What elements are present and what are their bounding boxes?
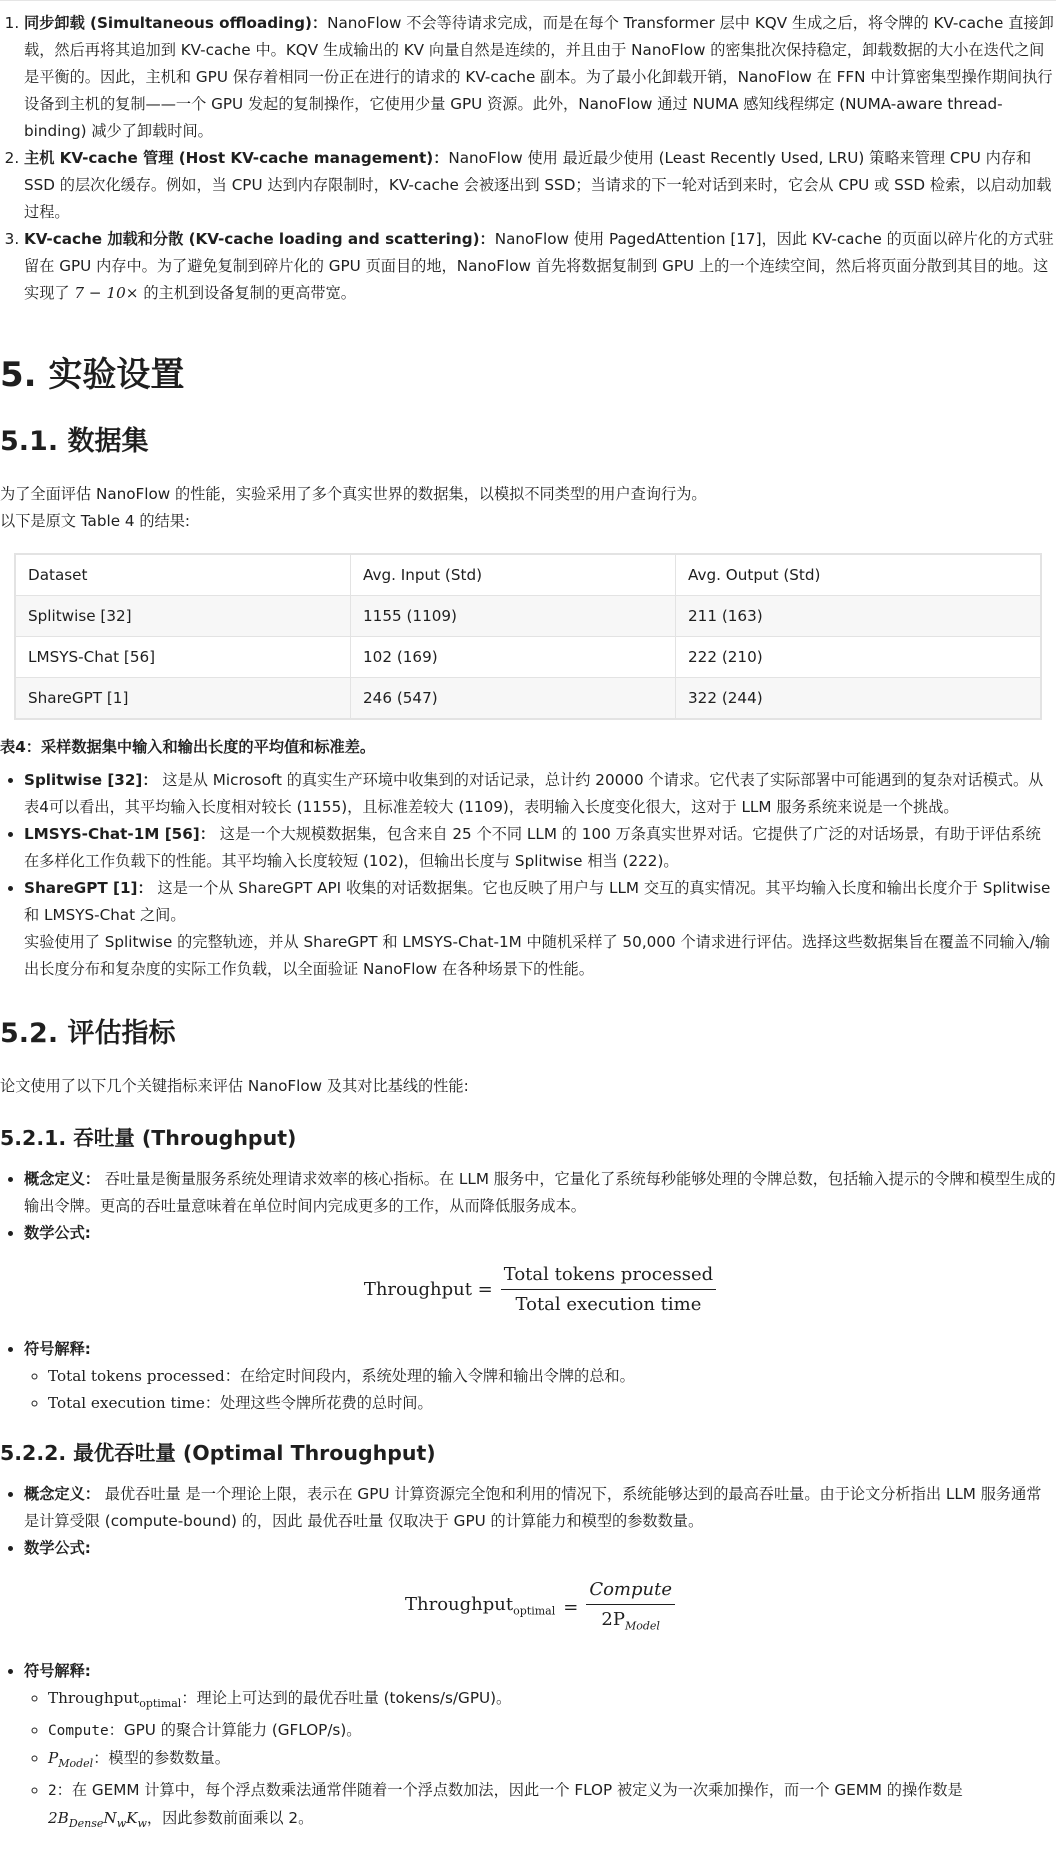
list-item (24, 767, 1056, 821)
symbol-text: P (48, 1748, 59, 1767)
table-row (16, 678, 1041, 719)
symbol: Total execution time (48, 1394, 205, 1412)
formula-lhs: Throughput = (363, 1279, 493, 1300)
item-title: LMSYS-Chat-1M [56]： (24, 825, 215, 843)
symbol-desc: ：在给定时间段内，系统处理的输入令牌和输出令牌的总和。 (224, 1367, 635, 1385)
formula-denominator (598, 1605, 663, 1640)
symbol-desc: ：在 GEMM 计算中，每个浮点数乘法通常伴随着一个浮点数加法，因此一个 FLOP 被定义为一次乘加操作，而一个 GEMM 的操作数是 (56, 1780, 963, 1799)
symbol: 2 (48, 1782, 57, 1799)
list-item (24, 875, 1056, 983)
item-title: KV-cache 加载和分散 (KV-cache loading and scattering)： (24, 230, 495, 248)
item-title: 数学公式: (24, 1539, 91, 1557)
table-cell: LMSYS-Chat [56] (16, 637, 351, 678)
table-cell: 322 (244) (676, 678, 1041, 719)
item-text: 吞吐量是衡量服务系统处理请求效率的核心指标。在 LLM 服务中，它量化了系统每秒能够处理的令牌总数，包括输入提示的令牌和模型生成的输出令牌。更高的吞吐量意味着在单位时间内完成更多的工作，从而降低服务成本。 (24, 1170, 1056, 1215)
math-sub: w (137, 1816, 147, 1830)
optimal-throughput-formula (24, 1576, 1056, 1640)
symbol-sub: Model (58, 1756, 94, 1770)
list-item (24, 1166, 1056, 1220)
table-cell: 246 (547) (351, 678, 676, 719)
document-body (0, 10, 1056, 1837)
subsubsection-title: 5.2.1. 吞吐量 (Throughput) (0, 1126, 297, 1150)
symbol-text: Throughput (48, 1688, 140, 1707)
symbol-item (48, 1745, 1056, 1777)
symbol-list (24, 1685, 1056, 1837)
list-item (24, 1220, 1056, 1318)
list-item (24, 10, 1056, 145)
item-title: 符号解释: (24, 1661, 91, 1680)
formula-numerator: Total tokens processed (501, 1261, 716, 1290)
item-title: 数学公式: (24, 1224, 91, 1242)
item-title: Splitwise [32]： (24, 771, 158, 789)
symbol-desc: ：处理这些令牌所花费的总时间。 (204, 1394, 433, 1412)
table-caption: 表4：采样数据集中输入和输出长度的平均值和标准差。 (0, 738, 376, 756)
item-text: 这是一个大规模数据集，包含来自 25 个不同 LLM 的 100 万条真实世界对话。它提供了广泛的对话场景，有助于评估系统在多样化工作负载下的性能。其平均输入长度较短 (102)，但输出长度与 Splitwise 相当 (222)。 (24, 825, 1041, 870)
list-item (24, 226, 1056, 307)
list-item (24, 145, 1056, 226)
formula-den-text: 2P (601, 1609, 625, 1630)
table-cell: 1155 (1109) (351, 596, 676, 637)
item-title: 符号解释: (24, 1340, 91, 1358)
symbol: Total tokens processed (48, 1367, 225, 1385)
formula-fraction (586, 1576, 675, 1640)
symbol-desc: ：模型的参数数量。 (93, 1748, 230, 1767)
subsection-title: 5.2. 评估指标 (0, 1018, 176, 1049)
table-header-cell: Dataset (16, 555, 351, 596)
subsubsection-title: 5.2.2. 最优吞吐量 (Optimal Throughput) (0, 1441, 436, 1465)
table-header-cell: Avg. Output (Std) (676, 555, 1041, 596)
math-sub: w (116, 1816, 127, 1830)
formula-numerator: Compute (586, 1576, 675, 1605)
list-item (24, 821, 1056, 875)
formula-equals: = (563, 1597, 579, 1619)
list-item (24, 1481, 1056, 1535)
table-header-cell: Avg. Input (Std) (351, 555, 676, 596)
math-sub: Dense (68, 1816, 104, 1830)
inline-math (48, 1808, 147, 1830)
item-title: 概念定义： (24, 1485, 100, 1503)
subsection-title: 5.1. 数据集 (0, 426, 149, 457)
top-divider (0, 0, 1056, 1)
item-text: NanoFlow 不会等待请求完成，而是在每个 Transformer 层中 KQV 生成之后，将令牌的 KV-cache 直接卸载，然后再将其追加到 KV-cache 中。KQV 生成输出的 KV 向量自然是连续的，并且由于 NanoFlow 的密集批次保持稳定，卸载数据的大小在迭代之间是平衡的。因此，主机和 GPU 保存着相同一份正在进行的请求的 KV-cache 副本。为了最小化卸载开销，NanoFlow 在 FFN 中计算密集型操作期间执行设备到主机的复制——一个 GPU 发起的复制操作，它使用少量 GPU 资源。此外，NanoFlow 通过 NUMA 感知线程绑定 (NUMA-aware thread-binding) 减少了卸载时间。 (24, 14, 1054, 140)
symbol-desc: ：理论上可达到的最优吞吐量 (tokens/s/GPU)。 (181, 1688, 512, 1707)
symbol-item (48, 1685, 1056, 1717)
table-row (16, 596, 1041, 637)
list-item (24, 1658, 1056, 1837)
symbol-list (24, 1363, 1056, 1417)
paragraph: 论文使用了以下几个关键指标来评估 NanoFlow 及其对比基线的性能: (0, 1077, 469, 1095)
dataset-table (14, 553, 1042, 720)
math-part: 2B (48, 1808, 69, 1827)
formula-lhs-text: Throughput (405, 1594, 514, 1615)
paragraph: 以下是原文 Table 4 的结果: (0, 512, 191, 530)
math-part: N (103, 1808, 117, 1827)
formula-den-sub: Model (624, 1619, 660, 1633)
symbol (48, 1688, 182, 1710)
section-title: 5. 实验设置 (0, 355, 185, 395)
symbol-desc: ：GPU 的聚合计算能力 (GFLOP/s)。 (108, 1720, 362, 1739)
item-text: 这是从 Microsoft 的真实生产环境中收集到的对话记录，总计约 20000 个请求。它代表了实际部署中可能遇到的复杂对话模式。从表4可以看出，其平均输入长度相对较长 (1155)，且标准差较大 (1109)，表明输入长度变化很大，这对于 LLM 服务系统来说是一个挑战。 (24, 771, 1044, 816)
formula-lhs-sub: optimal (513, 1604, 556, 1618)
item-title: 同步卸载 (Simultaneous offloading)： (24, 14, 328, 32)
item-title: 概念定义： (24, 1170, 100, 1188)
table-cell: Splitwise [32] (16, 596, 351, 637)
item-title: 主机 KV-cache 管理 (Host KV-cache management)： (24, 149, 449, 167)
item-text: 的主机到设备复制的更高带宽。 (143, 284, 356, 302)
throughput-formula (24, 1261, 1056, 1318)
table-row (16, 637, 1041, 678)
symbol-desc-tail: ，因此参数前面乘以 2。 (146, 1808, 314, 1827)
table-cell: 211 (163) (676, 596, 1041, 637)
list-item (24, 1336, 1056, 1417)
item-text: 最优吞吐量 是一个理论上限，表示在 GPU 计算资源完全饱和利用的情况下，系统能够达到的最高吞吐量。由于论文分析指出 LLM 服务通常是计算受限 (compute-bound) 的，因此 最优吞吐量 仅取决于 GPU 的计算能力和模型的参数数量。 (24, 1485, 1042, 1530)
symbol: Compute (48, 1722, 109, 1739)
inline-math: 7 − 10× (74, 284, 139, 302)
item-title: ShareGPT [1]： (24, 879, 153, 897)
table-cell: 222 (210) (676, 637, 1041, 678)
math-part: K (126, 1808, 138, 1827)
symbol-item (48, 1363, 1056, 1390)
formula-denominator: Total execution time (515, 1294, 702, 1315)
dataset-list (0, 767, 1056, 983)
paragraph: 实验使用了 Splitwise 的完整轨迹，并从 ShareGPT 和 LMSYS-Chat-1M 中随机采样了 50,000 个请求进行评估。选择这些数据集旨在覆盖不同输入/输出长度分布和复杂度的实际工作负载，以全面验证 NanoFlow 在各种场景下的性能。 (24, 933, 1051, 978)
throughput-list (0, 1166, 1056, 1417)
optimal-throughput-list (0, 1481, 1056, 1837)
symbol-item (48, 1777, 1056, 1837)
item-text: NanoFlow 使用 最近最少使用 (Least Recently Used, LRU) 策略来管理 CPU 内存和 SSD 的层次化缓存。例如，当 CPU 达到内存限制时，KV-cache 会被逐出到 SSD；当请求的下一轮对话到来时，它会从 CPU 或 SSD 检索，以启动加载过程。 (24, 149, 1052, 221)
table-cell: ShareGPT [1] (16, 678, 351, 719)
item-text: 这是一个从 ShareGPT API 收集的对话数据集。它也反映了用户与 LLM 交互的真实情况。其平均输入长度和输出长度介于 Splitwise 和 LMSYS-Chat 之间。 (24, 879, 1051, 924)
symbol-sub: optimal (139, 1696, 182, 1710)
symbol-item (48, 1390, 1056, 1417)
table-header-row (16, 555, 1041, 596)
item-text: NanoFlow 使用 PagedAttention [17]，因此 KV-cache 的页面以碎片化的方式驻留在 GPU 内存中。为了避免复制到碎片化的 GPU 页面目的地，NanoFlow 首先将数据复制到 GPU 上的一个连续空间，然后将页面分散到其目的地。这实现了 (24, 230, 1054, 302)
paragraph: 为了全面评估 NanoFlow 的性能，实验采用了多个真实世界的数据集，以模拟不同类型的用户查询行为。 (0, 485, 707, 503)
symbol (48, 1748, 94, 1770)
offload-feature-list (0, 10, 1056, 307)
symbol-item (48, 1717, 1056, 1745)
formula-lhs (405, 1591, 555, 1625)
table-cell: 102 (169) (351, 637, 676, 678)
formula-fraction (501, 1261, 716, 1318)
list-item (24, 1535, 1056, 1640)
